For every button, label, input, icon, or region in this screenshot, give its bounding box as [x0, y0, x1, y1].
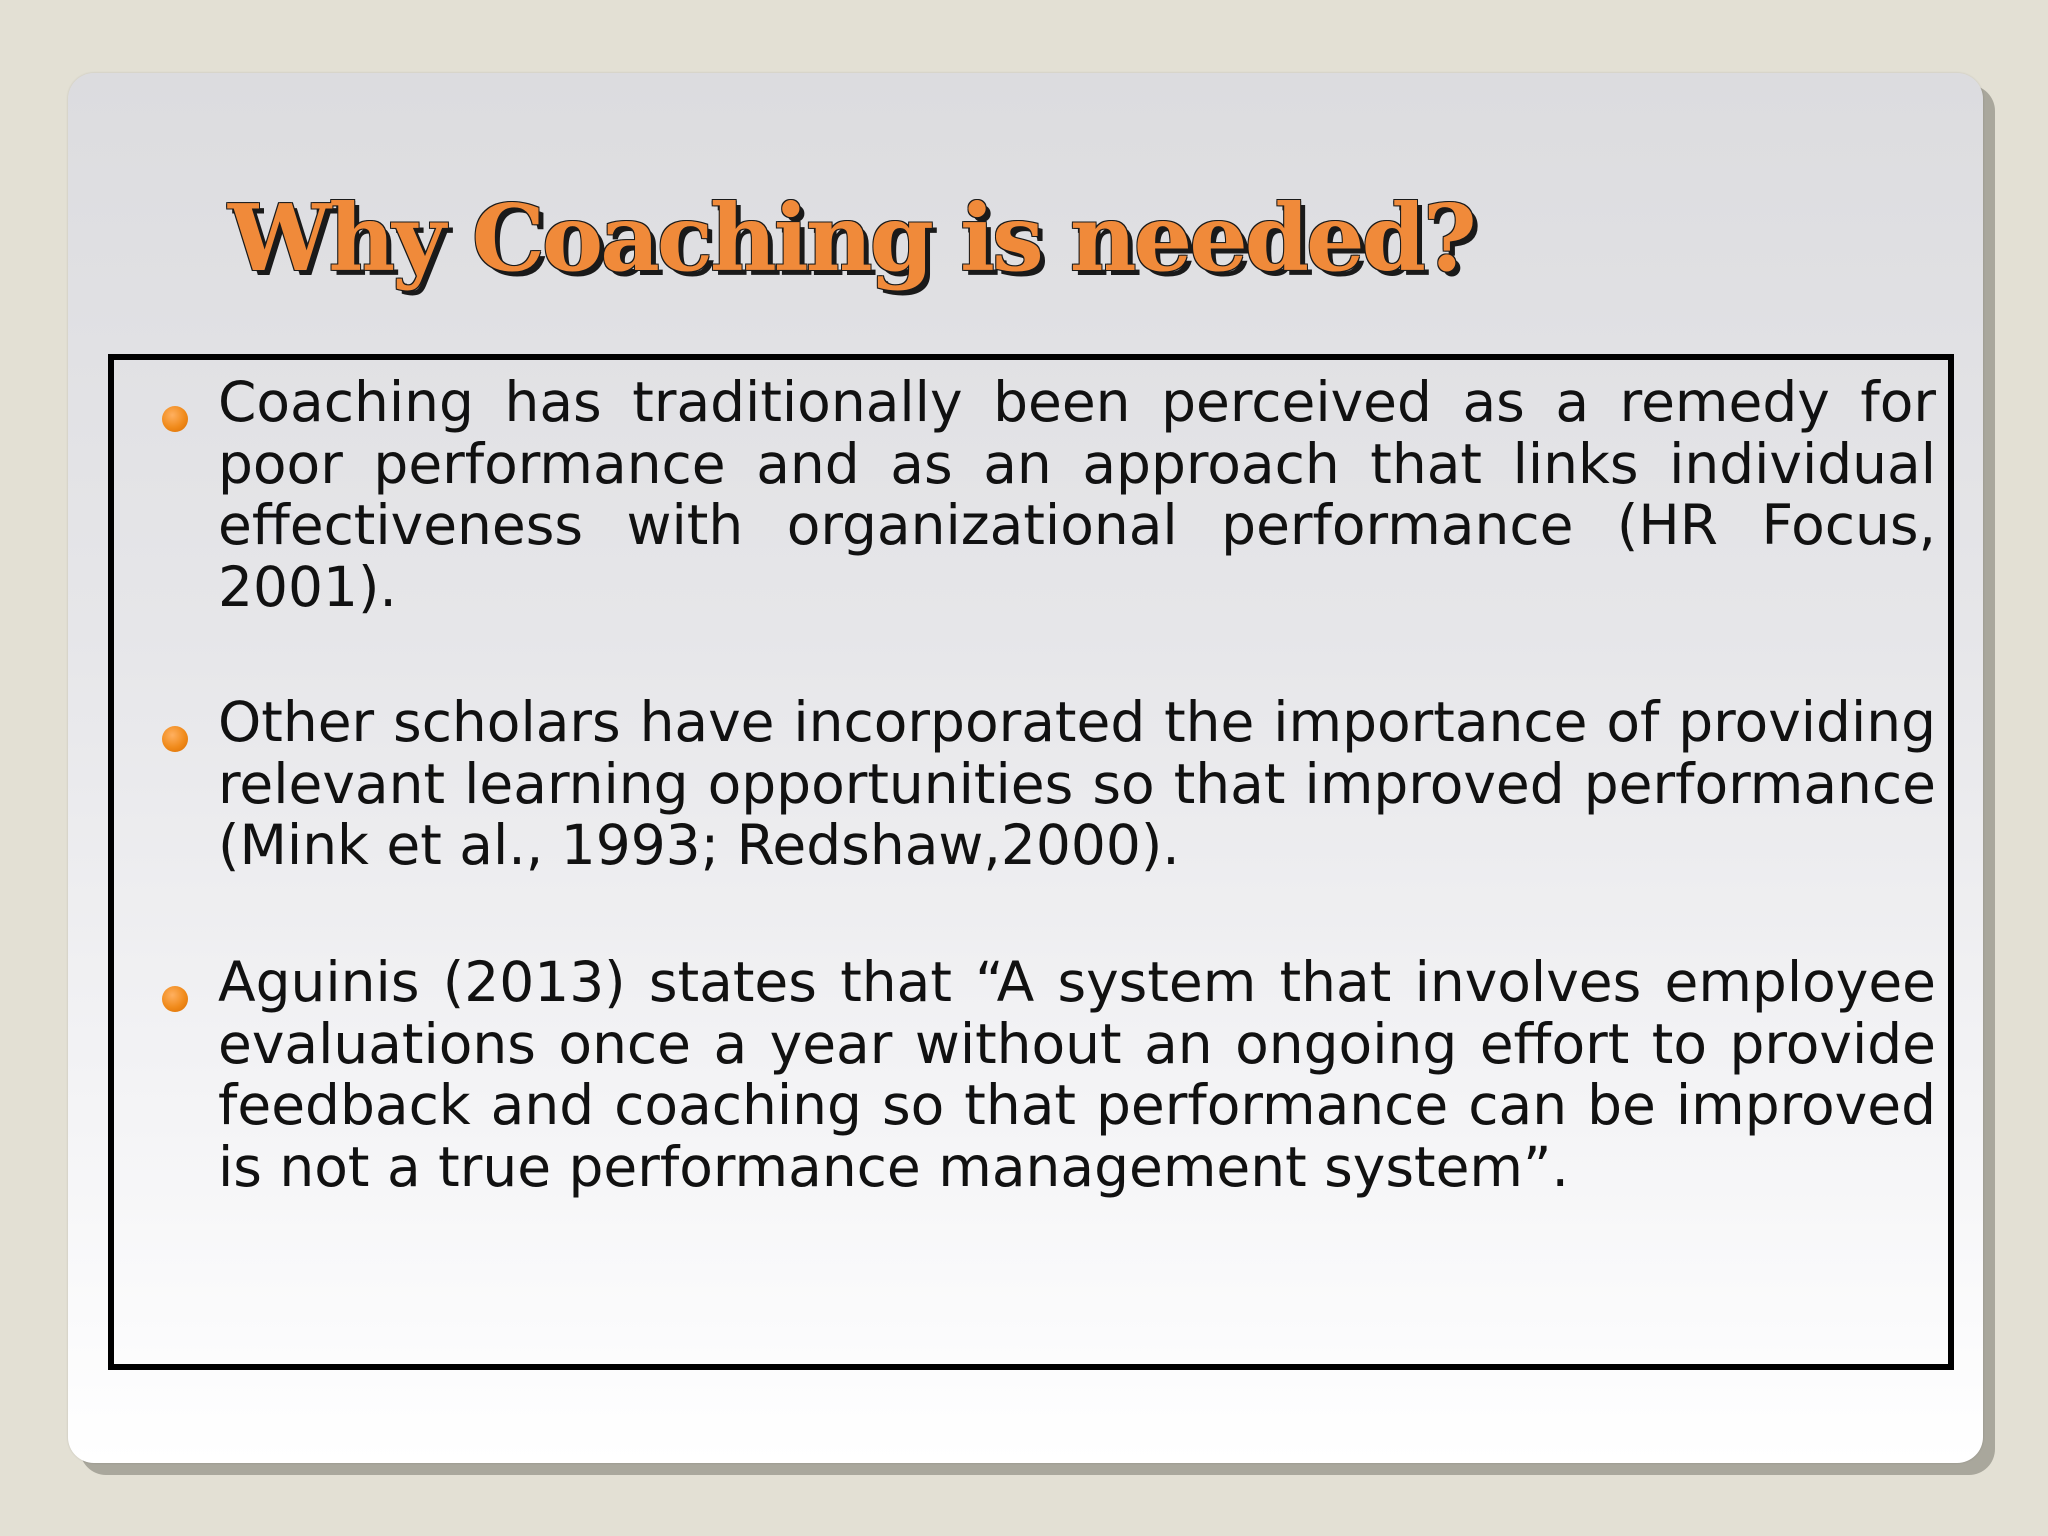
content-box: [108, 354, 1954, 1370]
bullet-text: Coaching has traditionally been perceived as a remedy for poor performance and as an approach that links individual effectiveness with organizational performance (HR Focus, 2001).: [218, 370, 1936, 619]
bullet-dot-icon: [162, 726, 188, 752]
bullet-dot-icon: [162, 406, 188, 432]
slide-title: Why Coaching is needed?: [228, 184, 1474, 292]
bullet-text: Other scholars have incorporated the importance of providing relevant learning opportunities so that improved performance (Mink et al., 1993; Redshaw,2000).: [218, 690, 1936, 877]
bullet-dot-icon: [162, 986, 188, 1012]
bullet-text: Aguinis (2013) states that “A system that involves employee evaluations once a year without an ongoing effort to provide feedback and coaching so that performance can be improved is not a true performance management system”.: [218, 950, 1936, 1199]
